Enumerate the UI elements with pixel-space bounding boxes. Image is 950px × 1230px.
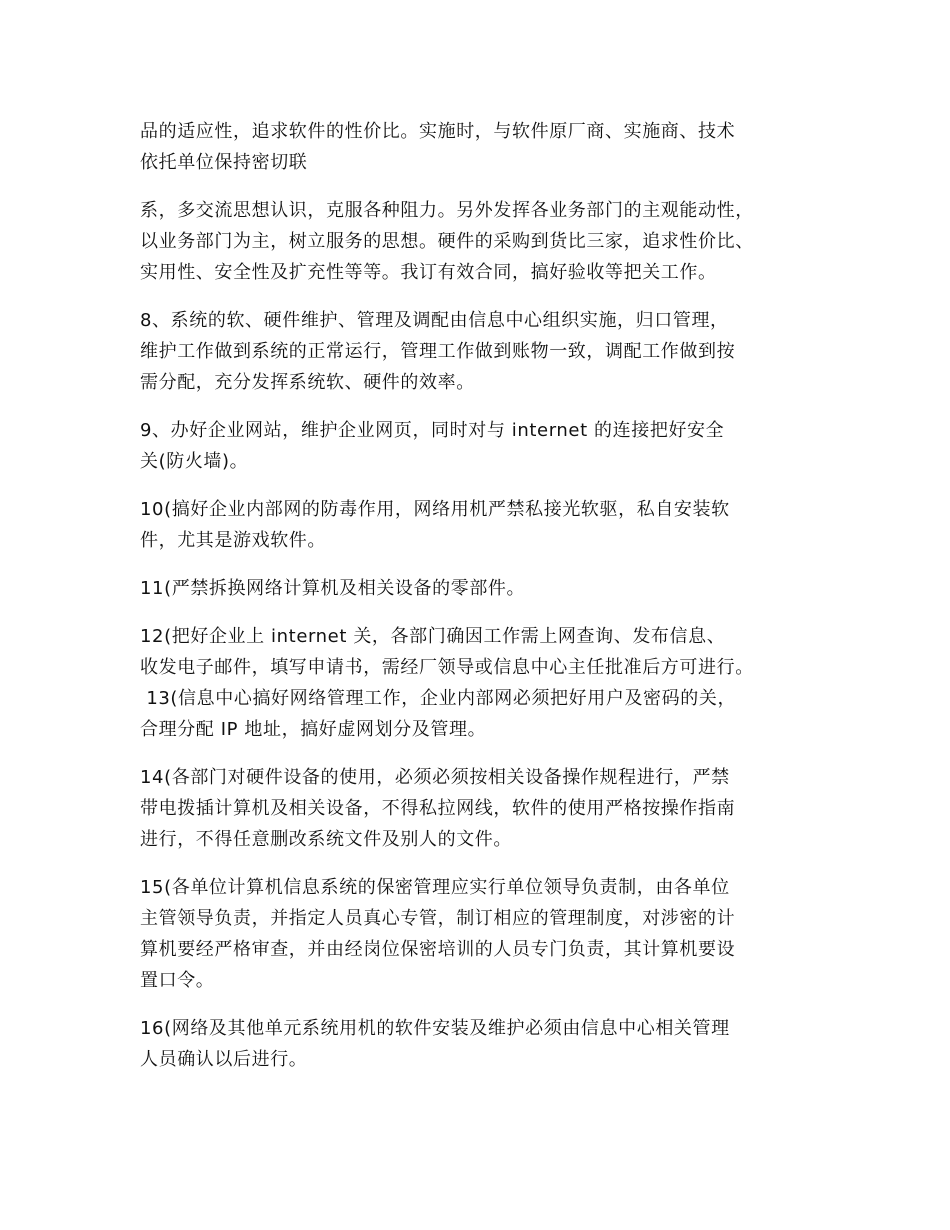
text-line: 11(严禁拆换网络计算机及相关设备的零部件。 [140,578,526,599]
text-line: 收发电子邮件，填写申请书，需经厂领导或信息中心主任批准后方可进行。 [140,657,754,678]
document-body [140,116,840,1092]
text-line: 进行，不得任意删改系统文件及别人的文件。 [140,829,512,850]
text-line: 品的适应性，追求软件的性价比。实施时，与软件原厂商、实施商、技术 [140,121,736,142]
text-line: 件，尤其是游戏软件。 [140,530,326,551]
paragraph-item-16 [140,1013,840,1075]
text-line: 实用性、安全性及扩充性等等。我订有效合同，搞好验收等把关工作。 [140,262,717,283]
paragraph-item-15 [140,872,840,996]
text-line: 需分配，充分发挥系统软、硬件的效率。 [140,372,475,393]
paragraph-2 [140,195,840,288]
text-line: 关(防火墙)。 [140,451,249,472]
text-line: 13(信息中心搞好网络管理工作，企业内部网必须把好用户及密码的关， [140,688,737,709]
paragraph-item-10 [140,494,840,556]
text-line: 主管领导负责，并指定人员真心专管，制订相应的管理制度，对涉密的计 [140,908,736,929]
text-line: 16(网络及其他单元系统用机的软件安装及维护必须由信息中心相关管理 [140,1018,730,1039]
paragraph-item-12-13 [140,621,840,745]
text-line: 8、系统的软、硬件维护、管理及调配由信息中心组织实施，归口管理， [140,310,729,331]
text-line: 置口令。 [140,970,215,991]
paragraph-1 [140,116,840,178]
text-line: 合理分配 IP 地址，搞好虚网划分及管理。 [140,719,487,740]
text-line: 系，多交流思想认识，克服各种阻力。另外发挥各业务部门的主观能动性， [140,200,754,221]
text-line: 维护工作做到系统的正常运行，管理工作做到账物一致，调配工作做到按 [140,341,736,362]
text-line: 依托单位保持密切联 [140,152,308,173]
text-line: 算机要经严格审查，并由经岗位保密培训的人员专门负责，其计算机要设 [140,939,736,960]
text-line: 以业务部门为主，树立服务的思想。硬件的采购到货比三家，追求性价比、 [140,231,754,252]
text-line: 人员确认以后进行。 [140,1049,308,1070]
paragraph-item-8 [140,305,840,398]
text-line: 带电拨插计算机及相关设备，不得私拉网线，软件的使用严格按操作指南 [140,798,736,819]
paragraph-item-11 [140,573,840,604]
text-line: 15(各单位计算机信息系统的保密管理应实行单位领导负责制，由各单位 [140,877,730,898]
text-line: 10(搞好企业内部网的防毒作用，网络用机严禁私接光软驱，私自安装软 [140,499,730,520]
text-line: 14(各部门对硬件设备的使用，必须必须按相关设备操作规程进行，严禁 [140,767,730,788]
paragraph-item-14 [140,762,840,855]
text-line: 9、办好企业网站，维护企业网页，同时对与 internet 的连接把好安全 [140,420,725,441]
paragraph-item-9 [140,415,840,477]
text-line: 12(把好企业上 internet 关，各部门确因工作需上网查询、发布信息、 [140,626,726,647]
